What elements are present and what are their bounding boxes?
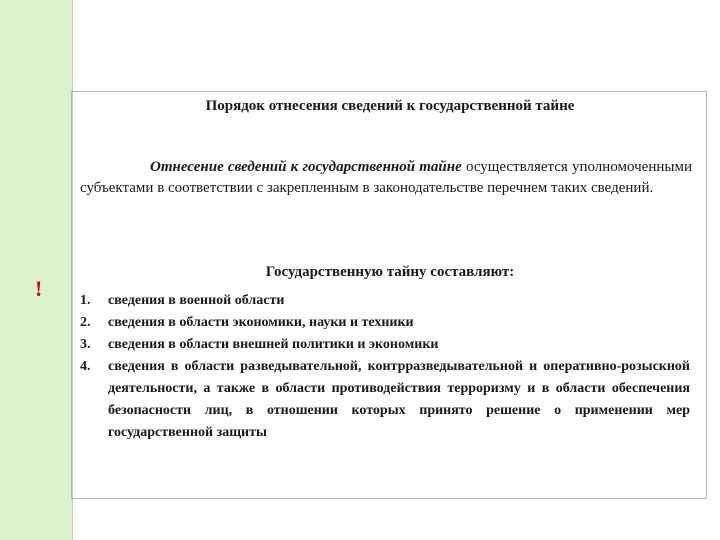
list-item-number: 1.: [80, 293, 91, 308]
intro-body: осуществляется уполномоченными субъектами в соответствии с закрепленным в законодательстве перечнем таких сведений.: [80, 159, 692, 196]
list-item-number: 2.: [80, 315, 91, 330]
list-item-text: сведения в области внешней политики и экономики: [108, 337, 439, 352]
slide-title: Порядок отнесения сведений к государственной тайне: [205, 98, 575, 114]
left-decor-strip: [0, 0, 73, 540]
list-item-text: сведения в области экономики, науки и техники: [108, 315, 414, 330]
exclamation-icon: !: [35, 276, 43, 301]
list-item: [78, 290, 690, 312]
list-item-number: 3.: [80, 337, 91, 352]
intro-paragraph: [80, 157, 692, 199]
list-item-text: сведения в военной области: [108, 293, 285, 308]
list-heading: Государственную тайну составляют:: [265, 264, 515, 280]
list-item: [78, 312, 690, 334]
secret-categories-list: [78, 290, 690, 444]
list-item-number: 4.: [80, 359, 91, 374]
list-item: [78, 356, 690, 444]
list-item-text: сведения в области разведывательной, контрразведывательной и оперативно-розыскной деятельности, а также в области противодействия терроризму и в области обеспечения безопасности лиц, в отношении которых принято решение о применении мер государственной защиты: [108, 359, 690, 440]
list-item: [78, 334, 690, 356]
intro-lead: Отнесение сведений к государственной тайне: [150, 159, 462, 175]
